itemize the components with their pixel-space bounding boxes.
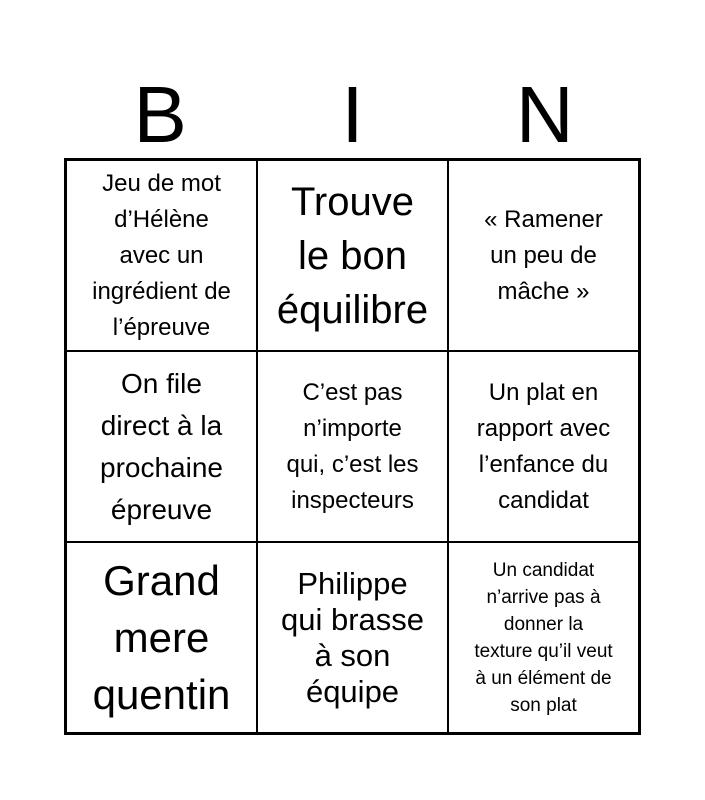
- cell-text: Grand mere quentin: [92, 557, 231, 718]
- header-letter-i: I: [341, 70, 364, 159]
- header-letter-n: N: [515, 70, 574, 159]
- header-letter-b: B: [133, 70, 187, 159]
- bingo-cell-6[interactable]: [448, 351, 639, 542]
- cell-text: C’est pas n’importe qui, c’est les inspecteurs: [286, 378, 419, 514]
- bingo-header: [64, 70, 641, 160]
- bingo-cell-7[interactable]: [66, 542, 257, 733]
- bingo-cell-8[interactable]: [257, 542, 448, 733]
- bingo-cell-3[interactable]: [448, 160, 639, 351]
- cell-text: « Ramener un peu de mâche »: [484, 205, 603, 305]
- cell-text: Un plat en rapport avec l’enfance du candidat: [476, 378, 611, 514]
- bingo-grid: [64, 158, 641, 735]
- cell-text: Philippe qui brasse à son équipe: [280, 565, 425, 709]
- cell-text: Jeu de mot d’Hélène avec un ingrédient de l’épreuve: [92, 169, 231, 341]
- bingo-cell-4[interactable]: [66, 351, 257, 542]
- bingo-cell-2[interactable]: [257, 160, 448, 351]
- cell-text: On file direct à la prochaine épreuve: [100, 367, 223, 525]
- cell-text: Trouve le bon équilibre: [276, 179, 429, 332]
- cell-text: Un candidat n’arrive pas à donner la texture qu’il veut à un élément de son plat: [474, 559, 613, 716]
- bingo-cell-1[interactable]: [66, 160, 257, 351]
- bingo-cell-5[interactable]: [257, 351, 448, 542]
- bingo-cell-9[interactable]: [448, 542, 639, 733]
